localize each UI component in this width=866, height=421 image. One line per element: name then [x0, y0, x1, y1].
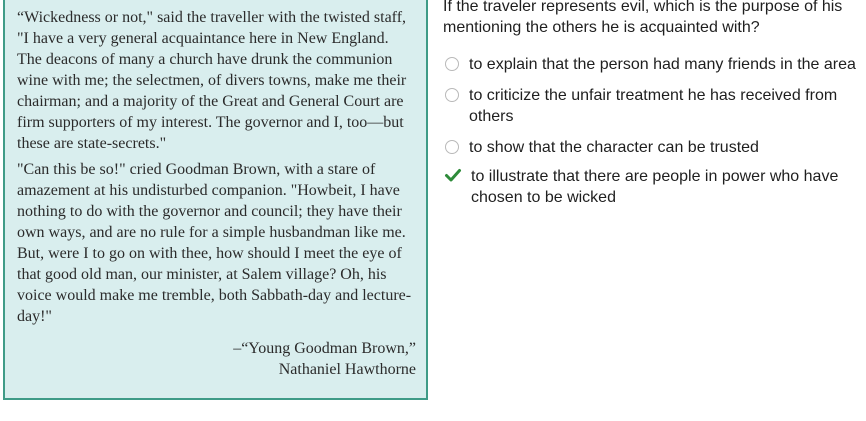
- answer-option-4[interactable]: [443, 166, 858, 208]
- answer-option-label: to criticize the unfair treatment he has received from others: [469, 87, 838, 125]
- radio-button-icon[interactable]: [445, 57, 459, 71]
- checkmark-icon: [444, 166, 462, 184]
- answer-option-3[interactable]: [443, 137, 858, 158]
- answer-option-2[interactable]: [443, 85, 858, 127]
- passage-paragraph-1: “Wickedness or not," said the traveller with the twisted staff, "I have a very general acquaintance here in New England. The deacons of many a church have drunk the communion wine with me; the selectmen, of divers towns, make me their chairman; and a majority of the Great and General Court are firm supporters of my interest. The governor and I, too—but these are state-secrets.": [17, 9, 407, 152]
- radio-button-icon[interactable]: [445, 140, 459, 154]
- question-text: If the traveler represents evil, which is the purpose of his mentioning the others he is acquainted with?: [443, 0, 843, 36]
- question-panel: [443, 0, 858, 206]
- attribution-author: Nathaniel Hawthorne: [278, 361, 416, 378]
- answer-options: [443, 54, 858, 206]
- attribution-title: –“Young Goodman Brown,”: [233, 340, 416, 357]
- passage-paragraph-2: "Can this be so!" cried Goodman Brown, with a stare of amazement at his undisturbed companion. "Howbeit, I have nothing to do with the governor and council; they have their own ways, and are no rule for a simple husbandman like me. But, were I to go on with thee, how should I meet the eye of that good old man, our minister, at Salem village? Oh, his voice would make me tremble, both Sabbath-day and lecture-day!": [17, 161, 412, 325]
- radio-button-icon[interactable]: [445, 88, 459, 102]
- answer-option-label: to show that the character can be trusted: [469, 139, 759, 156]
- answer-option-label: to illustrate that there are people in power who have chosen to be wicked: [471, 168, 839, 206]
- answer-option-label: to explain that the person had many friends in the area: [469, 56, 856, 73]
- passage-box: [3, 0, 428, 400]
- passage-attribution: [17, 338, 416, 380]
- answer-option-1[interactable]: [443, 54, 858, 75]
